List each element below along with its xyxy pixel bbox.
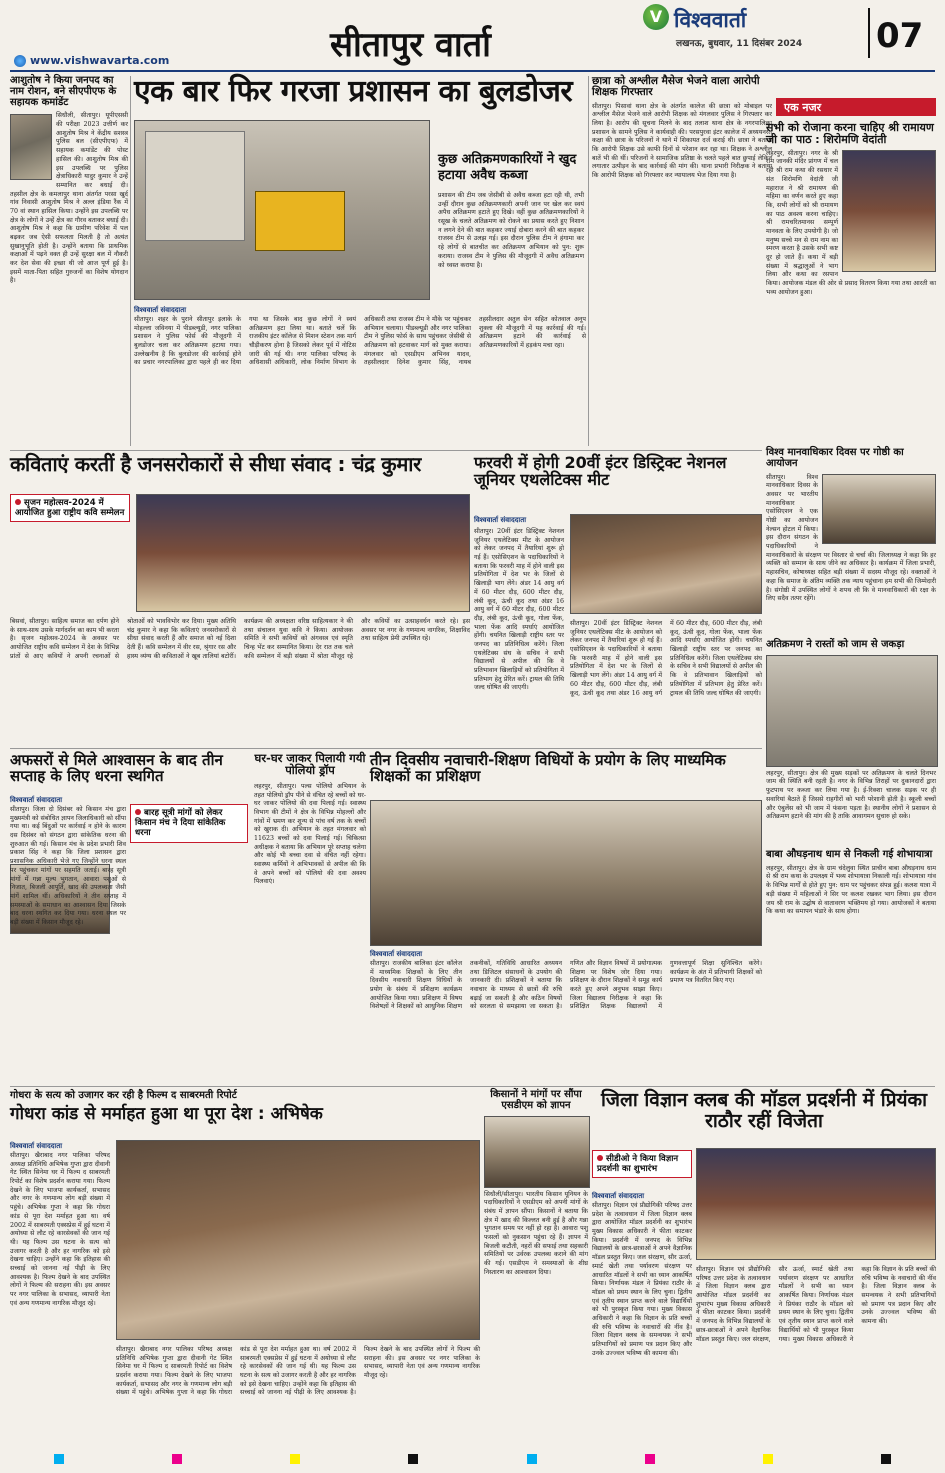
arrest-body: सीतापुर। पिसावां थाना क्षेत्र के अंतर्गत कालेज की छात्रा को मोबाइल पर अश्लील मैसेज भेजने वाले आरोपी शिक्षक को मंगलवार पुलिस ने गिरफ्तार कर लिया है। आरोप की सूचना मिलने के बाद तलाश थाना क्षेत्र के नगरपालिका प्रशासन के सामने पुलिस ने कार्यवाही की। परसपुरवा इंटर कालेज में अध्ययनरत कक्षा की छात्रा के परिजनों ने थाने में शिकायत दर्ज कराई थी। छात्रा ने बताया कि आरोपी शिक्षक उसे काफी दिनों से परेशान कर रहा था। शिक्षक ने अश्लील बातें भी की थीं। परिजनों ने सामाजिक प्रतिष्ठा के चलते पहले बात छुपाई लेकिन लगातार उत्पीड़न के बाद कार्रवाई की मांग की। थाना प्रभारी निरीक्षक ने बताया कि आरोपी शिक्षक को गिरफ्तार कर न्यायालय भेज दिया गया है। (592, 102, 772, 180)
kisan-photo (484, 1116, 590, 1188)
sabarmati-story (10, 1090, 480, 1440)
sabarmati-photo (116, 1140, 480, 1340)
science-byline: विश्ववार्ता संवाददाता (592, 1192, 645, 1200)
traffic-story (766, 640, 936, 840)
kisan-memo-story (484, 1090, 588, 1440)
science-headline: जिला विज्ञान क्लब की मॉडल प्रदर्शनी में प्रियंका राठौर रहीं विजेता (600, 1089, 928, 1132)
bulldozer-body: सीतापुर। शहर के पुराने सीतापुर इलाके के मोहल्ला जविनया में पीडब्ल्यूडी, नगर पालिका प्रशासन ने पुलिस फोर्स की मौजूदगी में बुलडोजर चला कर अतिक्रमण हटाया गया। उल्लेखनीय है कि बुलडोजर की कार्रवाई होने का प्रचार नगरपालिका द्वारा पहले ही कर दिया गया था जिसके बाद कुछ लोगों ने स्वयं अतिक्रमण हटा लिया था। बताते चलें कि राजकीय इंटर कॉलेज से मिशन स्टेशन तक मार्ग चौड़ीकरण होना है जिसको लेकर पूर्व में नोटिस जारी की गई थी। नगर पालिका परिषद के अधिशासी अधिकारी, लोक निर्माण विभाग के अधिकारी तथा राजस्व टीम ने मौके पर पहुंचकर अभियान चलाया। पीडब्ल्यूडी और नगर पालिका टीम ने पुलिस फोर्स के साथ पहुंचकर जेसीबी से अतिक्रमण को हटवाकर मार्ग को मुक्त कराया। मंगलवार को एसडीएम अभिनव यादव, तहसीलदार दिनेश कुमार सिंह, नायब तहसीलदार अतुल सेन सहित कोतवाल अनूप शुक्ला की मौजूदगी में यह कार्रवाई की गई। अतिक्रमण हटाने की कार्रवाई से अतिक्रमणकारियों में हड़कंप मचा रहा। (134, 316, 586, 367)
registration-mark-icon (645, 1454, 655, 1464)
page-number: 07 (876, 16, 924, 56)
traffic-body: लहरपुर, सीतापुर। क्षेत्र की मुख्य सड़कों पर अतिक्रमण के चलते दिनभर जाम की स्थिति बनी रहती है। नगर के विभिन्न तिराहों पर दुकानदारों द्वारा फुटपाथ पर कब्जा कर लिया गया है। ई-रिक्शा चालक सड़क पर ही सवारियां बैठाते हैं जिससे राहगीरों को भारी परेशानी होती है। स्कूली बच्चों और एंबुलेंस को भी जाम में फंसना पड़ता है। स्थानीय लोगों ने प्रशासन से अतिक्रमण हटाने की मांग की है ताकि आवागमन सुचारु हो सके। (766, 769, 936, 821)
page-number-divider (868, 8, 870, 58)
ramayan-photo (842, 150, 936, 272)
sabarmati-byline: विश्ववार्ता संवाददाता (10, 1142, 63, 1150)
science-story (592, 1090, 936, 1440)
jcb-shape (255, 191, 345, 251)
sabarmati-body-left: सीतापुर। खैराबाद नगर पालिका परिषद अध्यक्ष प्रतिनिधि अभिषेक गुप्ता द्वारा दीवानी गेट स्थित सिनेमा घर में फिल्म द साबरमती रिपोर्ट का विशेष प्रदर्शन कराया गया। फिल्म देखने के लिए भाजपा कार्यकर्ता, सभासद और नगर के गणमान्य लोग बड़ी संख्या में पहुंचे। अभिषेक गुप्ता ने कहा कि गोधरा कांड से पूरा देश मर्माहत हुआ था। वर्ष 2002 में साबरमती एक्सप्रेस में हुई घटना में अयोध्या से लौट रहे कारसेवकों की जान गई थी। यह फिल्म उस घटना के सत्य को उजागर करती है और हर नागरिक को इसे देखना चाहिए। उन्होंने कहा कि इतिहास की सच्चाई को जानना नई पीढ़ी के लिए आवश्यक है। फिल्म देखने के बाद उपस्थित लोगों ने फिल्म की सराहना की। इस अवसर पर नगर पालिका के सभासद, व्यापारी नेता एवं अन्य गणमान्य नागरिक मौजूद रहे। (10, 1152, 110, 1307)
athletics-byline: विश्ववार्ता संवाददाता (474, 516, 527, 524)
teacher-arrest-story (592, 76, 772, 446)
science-body-left: सीतापुर। विज्ञान एवं प्रौद्योगिकी परिषद उत्तर प्रदेश के तत्वावधान में जिला विज्ञान क्लब द्वारा आयोजित मॉडल प्रदर्शनी का शुभारंभ मुख्य विकास अधिकारी ने फीता काटकर किया। प्रदर्शनी में जनपद के विभिन्न विद्यालयों के छात्र-छात्राओं ने अपने वैज्ञानिक मॉडल प्रस्तुत किए। जल संरक्षण, सौर ऊर्जा, स्मार्ट खेती तथा पर्यावरण संरक्षण पर आधारित मॉडलों ने सभी का ध्यान आकर्षित किया। निर्णायक मंडल ने प्रियंका राठौर के मॉडल को प्रथम स्थान के लिए चुना। द्वितीय एवं तृतीय स्थान प्राप्त करने वाले विद्यार्थियों को भी पुरस्कृत किया गया। मुख्य विकास अधिकारी ने कहा कि विज्ञान के प्रति बच्चों की रुचि भविष्य के नवाचारों की नींव है। जिला विज्ञान क्लब के समन्वयक ने सभी प्रतिभागियों को प्रमाण पत्र प्रदान किए और उनके उज्ज्वल भविष्य की कामना की। (592, 1202, 692, 1357)
building-shape (145, 131, 245, 241)
training-headline: तीन दिवसीय नवाचारी-शिक्षण विधियों के प्रयोग के लिए माध्यमिक शिक्षकों का प्रशिक्षण (370, 751, 726, 786)
arrest-headline: छात्रा को अश्लील मैसेज भेजने वाला आरोपी शिक्षक गिरफ्तार (592, 75, 760, 99)
training-byline: विश्ववार्ता संवाददाता (370, 950, 423, 958)
bulldozer-story (134, 76, 586, 446)
bulldozer-headline: एक बार फिर गरजा प्रशासन का बुलडोजर (134, 74, 573, 109)
traffic-photo (766, 655, 938, 767)
athletics-body-left: सीतापुर। 20वीं इंटर डिस्ट्रिक्ट नेशनल जूनियर एथलेटिक्स मीट के आयोजन को लेकर जनपद में तैयारियां शुरू हो गई हैं। एसोसिएशन के पदाधिकारियों ने बताया कि फरवरी माह में होने वाली इस प्रतियोगिता में देश भर के जिलों से खिलाड़ी भाग लेंगे। अंडर 14 आयु वर्ग में 60 मीटर दौड़, 600 मीटर दौड़, लंबी कूद, ऊंची कूद तथा अंडर 16 आयु वर्ग में 60 मीटर दौड़, 600 मीटर दौड़, लंबी कूद, ऊंची कूद, गोला फेंक, भाला फेंक आदि स्पर्धाएं आयोजित होंगी। चयनित खिलाड़ी राष्ट्रीय स्तर पर जनपद का प्रतिनिधित्व करेंगे। जिला एथलेटिक्स संघ के सचिव ने सभी विद्यालयों से अपील की कि वे प्रतिभावान खिलाड़ियों को प्रतियोगिता में प्रतिभाग हेतु प्रेरित करें। ट्रायल की तिथि जल्द घोषित की जाएगी। (474, 528, 564, 692)
traffic-headline: अतिक्रमण ने रास्तों को जाम से जकड़ा (766, 639, 905, 650)
registration-mark-icon (54, 1454, 64, 1464)
ek-nazar-label: एक नजर (776, 98, 936, 116)
bulldozer-side-body: प्रशासन की टीम जब जेसीबी से अवैध कब्जा हटा रही थी, तभी उन्हीं दौरान कुछ अतिक्रमणकारी अपनी जान पर खेल कर स्वयं अपैध अतिक्रमण हटाते हुए दिखे। वहीं कुछ अतिक्रमणकारियों ने रसूख के चलते अतिक्रमण को रोकने का प्रयास करते हुए निशान न लगने देने की बात कहकर ज्याई दोबारा करने की बात कहकर राजस्व टीम से उलझ गई। इस दौरान पुलिस टीम ने हंगामा कर रहे लोगों से बातचीत कर अतिक्रमण अभियान को पुन: शुरू कराया। राजस्व टीम ने पुलिस की मौजूदगी में अवैध अतिक्रमण को ध्वस्त कराया है। (438, 192, 584, 269)
poetry-headline: कविताएं करतीं है जनसरोकारों से सीधा संवाद : चंद्र कुमार (10, 452, 422, 476)
sabarmati-headline: गोधरा कांड से मर्माहत हुआ था पूरा देश : अभिषेक (10, 1104, 323, 1124)
athletics-body: सीतापुर। 20वीं इंटर डिस्ट्रिक्ट नेशनल जूनियर एथलेटिक्स मीट के आयोजन को लेकर जनपद में तैयारियां शुरू हो गई हैं। एसोसिएशन के पदाधिकारियों ने बताया कि फरवरी माह में होने वाली इस प्रतियोगिता में देश भर के जिलों से खिलाड़ी भाग लेंगे। अंडर 14 आयु वर्ग में 60 मीटर दौड़, 600 मीटर दौड़, लंबी कूद, ऊंची कूद तथा अंडर 16 आयु वर्ग में 60 मीटर दौड़, 600 मीटर दौड़, लंबी कूद, ऊंची कूद, गोला फेंक, भाला फेंक आदि स्पर्धाएं आयोजित होंगी। चयनित खिलाड़ी राष्ट्रीय स्तर पर जनपद का प्रतिनिधित्व करेंगे। जिला एथलेटिक्स संघ के सचिव ने सभी विद्यालयों से अपील की कि वे प्रतिभावान खिलाड़ियों को प्रतियोगिता में प्रतिभाग हेतु प्रेरित करें। ट्रायल की तिथि जल्द घोषित की जाएगी। (570, 620, 762, 697)
polio-body: लहरपुर, सीतापुर। पल्स पोलियो अभियान के तहत पोलियो ड्रॉप पीने से वंचित रहे बच्चों को घर-घर जाकर पोलियो की दवा पिलाई गई। स्वास्थ्य विभाग की टीमों ने क्षेत्र के विभिन्न मोहल्लों और गांवों में भ्रमण कर शून्य से पांच वर्ष तक के बच्चों को खुराक दी। अभियान के तहत मंगलवार को 11623 बच्चों को दवा पिलाई गई। चिकित्सा अधीक्षक ने बताया कि अभियान पूरे सप्ताह चलेगा और कोई भी बच्चा दवा से वंचित नहीं रहेगा। स्वास्थ्य कर्मियों ने अभिभावकों से अपील की कि वे अपने बच्चों को पोलियो की दवा अवश्य पिलवाएं। (254, 782, 366, 886)
brief-photo (10, 114, 52, 180)
brief-headline: आशुतोष ने किया जनपद का नाम रोशन, बने सीएपीएफ के सहायक कमांडेंट (10, 75, 117, 108)
poetry-body: बिसवां, सीतापुर। साहित्य समाज का दर्पण होने के साथ-साथ उसके मार्गदर्शन का काम भी करता है। सृजन महोत्सव-2024 के अवसर पर आयोजित राष्ट्रीय कवि सम्मेलन में देश के विभिन्न प्रांतों से आए कवियों ने अपनी रचनाओं से श्रोताओं को भावविभोर कर दिया। मुख्य अतिथि चंद्र कुमार ने कहा कि कविताएं जनसरोकारों से सीधा संवाद करती हैं और समाज को नई दिशा देती हैं। कवि सम्मेलन में वीर रस, श्रृंगार रस और हास्य व्यंग्य की कविताओं ने खूब तालियां बटोरीं। कार्यक्रम की अध्यक्षता वरिष्ठ साहित्यकार ने की तथा संचालन युवा कवि ने किया। आयोजक समिति ने सभी कवियों को अंगवस्त्र एवं स्मृति चिन्ह भेंट कर सम्मानित किया। देर रात तक चले कवि सम्मेलन में बड़ी संख्या में श्रोता मौजूद रहे और कवियों का उत्साहवर्धन करते रहे। इस अवसर पर नगर के गणमान्य नागरिक, शिक्षाविद तथा साहित्य प्रेमी उपस्थित रहे। (10, 618, 470, 660)
kisan-headline: किसानों ने मांगों पर सौंपा एसडीएम को ज्ञापन (490, 1089, 582, 1111)
science-body: सीतापुर। विज्ञान एवं प्रौद्योगिकी परिषद उत्तर प्रदेश के तत्वावधान में जिला विज्ञान क्लब द्वारा आयोजित मॉडल प्रदर्शनी का शुभारंभ मुख्य विकास अधिकारी ने फीता काटकर किया। प्रदर्शनी में जनपद के विभिन्न विद्यालयों के छात्र-छात्राओं ने अपने वैज्ञानिक मॉडल प्रस्तुत किए। जल संरक्षण, सौर ऊर्जा, स्मार्ट खेती तथा पर्यावरण संरक्षण पर आधारित मॉडलों ने सभी का ध्यान आकर्षित किया। निर्णायक मंडल ने प्रियंका राठौर के मॉडल को प्रथम स्थान के लिए चुना। द्वितीय एवं तृतीय स्थान प्राप्त करने वाले विद्यार्थियों को भी पुरस्कृत किया गया। मुख्य विकास अधिकारी ने कहा कि विज्ञान के प्रति बच्चों की रुचि भविष्य के नवाचारों की नींव है। जिला विज्ञान क्लब के समन्वयक ने सभी प्रतिभागियों को प्रमाण पत्र प्रदान किए और उनके उज्ज्वल भविष्य की कामना की। (696, 1266, 936, 1343)
masthead (0, 0, 945, 70)
registration-mark-icon (408, 1454, 418, 1464)
print-color-bar (0, 1452, 945, 1466)
dharna-headline: अफसरों से मिले आश्वासन के बाद तीन सप्ताह के लिए धरना स्थगित (10, 751, 223, 786)
registration-mark-icon (290, 1454, 300, 1464)
athletics-photo (570, 514, 762, 614)
polio-headline: घर-घर जाकर पिलायी गयी पोलियो ड्रॉप (254, 751, 366, 778)
registration-mark-icon (527, 1454, 537, 1464)
globe-icon (14, 55, 26, 67)
human-rights-story (766, 448, 936, 628)
registration-mark-icon (172, 1454, 182, 1464)
procession-story (766, 850, 936, 960)
poetry-story (10, 454, 470, 744)
human-rights-body: सीतापुर। विश्व मानवाधिकार दिवस के अवसर पर भारतीय मानवाधिकार एसोसिएशन ने एक गोष्ठी का आयोजन नेल्सन होटल में किया। इस दौरान संगठन के पदाधिकारियों ने मानवाधिकारों के संरक्षण पर विस्तार से चर्चा की। जिलाध्यक्ष ने कहा कि हर व्यक्ति को सम्मान के साथ जीने का अधिकार है। कार्यक्रम में जिला प्रभारी, महासचिव, कोषाध्यक्ष सहित बड़ी संख्या में सदस्य मौजूद रहे। वक्ताओं ने कहा कि समाज के अंतिम व्यक्ति तक न्याय पहुंचाना हम सभी की जिम्मेदारी है। संगोष्ठी में उपस्थित लोगों ने शपथ ली कि वे मानवाधिकारों की रक्षा के लिए सदैव तत्पर रहेंगे। (766, 473, 936, 603)
human-rights-headline: विश्व मानवाधिकार दिवस पर गोष्ठी का आयोजन (766, 447, 904, 469)
section-rule-1 (10, 450, 762, 451)
section-title: सीतापुर वार्ता (330, 25, 491, 65)
ramayan-body: लहरपुर, सीतापुर। नगर के श्री राम जानकी मंदिर प्रांगण में चल रही श्री राम कथा की रसधार में संत शिरोमणि वेदांती जी महाराज ने श्री रामायण की महिमा का वर्णन करते हुए कहा कि, सभी लोगों को श्री रामायण का पाठ अवश्य करना चाहिए। श्री रामचरितमानस सम्पूर्ण मानवता के लिए उपयोगी है। जो मनुष्य सच्चे मन से राम नाम का स्मरण करता है उसके सभी कष्ट दूर हो जाते हैं। कथा में बड़ी संख्या में श्रद्धालुओं ने भाग लिया और कथा का रसपान किया। आयोजक मंडल की ओर से प्रसाद वितरण किया गया तथा आरती का भव्य आयोजन हुआ। (766, 149, 936, 296)
registration-mark-icon (881, 1454, 891, 1464)
brief-body: सिधौली, सीतापुर। यूपीएससी की परीक्षा 2023 उत्तीर्ण कर आशुतोष मिश्र ने केंद्रीय सशस्त्र पुलिस बल (सीएपीएफ) में सहायक कमांडेंट की पोस्ट हासिल की। आशुतोष मिश्र की इस उपलब्धि पर पुलिस क्षेत्राधिकारी यादुर कुमार ने उन्हें सम्मानित कर बधाई दी। तहसील क्षेत्र के कमलापुर थाना अंतर्गत परसा खुर्द गांव निवासी आशुतोष मिश्र ने अल्ल इंडिया रैंक में 70 वां स्थान हासिल किया। उन्होंने इस उपलब्धि पर क्षेत्र के लोगों ने उन्हें क्षेत्र का गौरव बताकर बधाई दी। आशुतोष मिश्र ने कहा कि ग्रामीण परिवेश में पल बढ़कर जब ऐसी सफलता मिलती है तो अत्यंत सुखानुभूति होती है। उन्होंने बताया कि प्राथमिक कक्षाओं में पढ़ने वक्त ही उन्हें सुरक्षा बल में नौकरी कर देश सेवा की इच्छा थी जो आज पूर्ण हुई है। इसमें माता-पिता सहित गुरुजनों का विशेष योगदान है। (10, 112, 128, 285)
brand-name: विश्ववार्ता (674, 8, 747, 32)
left-column-rule (130, 76, 131, 446)
dharna-story (10, 752, 250, 1082)
sabarmati-body: सीतापुर। खैराबाद नगर पालिका परिषद अध्यक्ष प्रतिनिधि अभिषेक गुप्ता द्वारा दीवानी गेट स्थित सिनेमा घर में फिल्म द साबरमती रिपोर्ट का विशेष प्रदर्शन कराया गया। फिल्म देखने के लिए भाजपा कार्यकर्ता, सभासद और नगर के गणमान्य लोग बड़ी संख्या में पहुंचे। अभिषेक गुप्ता ने कहा कि गोधरा कांड से पूरा देश मर्माहत हुआ था। वर्ष 2002 में साबरमती एक्सप्रेस में हुई घटना में अयोध्या से लौट रहे कारसेवकों की जान गई थी। यह फिल्म उस घटना के सत्य को उजागर करती है और हर नागरिक को इसे देखना चाहिए। उन्होंने कहा कि इतिहास की सच्चाई को जानना नई पीढ़ी के लिए आवश्यक है। फिल्म देखने के बाद उपस्थित लोगों ने फिल्म की सराहना की। इस अवसर पर नगर पालिका के सभासद, व्यापारी नेता एवं अन्य गणमान्य नागरिक मौजूद रहे। (116, 1346, 480, 1397)
masthead-rule (10, 70, 935, 72)
section-rule-2 (10, 748, 762, 749)
section-rule-3 (10, 1086, 935, 1087)
sabarmati-kicker: गोधरा के सत्य को उजागर कर रही है फिल्म द साबरमती रिपोर्ट (10, 1090, 237, 1101)
poetry-photo (136, 494, 470, 612)
science-callout: सीडीओ ने किया विज्ञान प्रदर्शनी का शुभारंभ (592, 1150, 692, 1178)
training-story (370, 752, 762, 1082)
procession-headline: बाबा औघड़नाथ धाम से निकली गई शोभायात्रा (766, 849, 933, 860)
left-brief (10, 76, 128, 446)
ramayan-headline: सभी को रोजाना करना चाहिए श्री रामायण जी का पाठ : शिरोमणि वेदांती (766, 121, 934, 146)
brand-logo-icon: V (643, 4, 669, 30)
kisan-body: सिधौली/सीतापुर। भारतीय किसान यूनियन के पदाधिकारियों ने एसडीएम को अपनी मांगों के संबंध में ज्ञापन सौंपा। किसानों ने बताया कि क्षेत्र में खाद की किल्लत बनी हुई है और गन्ना भुगतान समय पर नहीं हो रहा है। आवारा पशु फसलों को नुकसान पहुंचा रहे हैं। ज्ञापन में बिजली कटौती, नहरों की सफाई तथा सहकारी समितियों पर उर्वरक उपलब्ध कराने की मांग की गई। एसडीएम ने समस्याओं के शीघ्र निस्तारण का आश्वासन दिया। (484, 1190, 588, 1276)
mid-column-rule (588, 76, 589, 446)
polio-story (254, 752, 366, 1082)
science-photo (696, 1148, 936, 1260)
dharna-byline: विश्ववार्ता संवाददाता (10, 796, 63, 804)
bulldozer-photo (134, 120, 430, 300)
bulldozer-subhead: कुछ अतिक्रमणकारियों ने खुद हटाया अवैध कब्जा (438, 152, 577, 184)
poetry-callout: सृजन महोत्सव-2024 में आयोजित हुआ राष्ट्रीय कवि सम्मेलन (10, 494, 130, 522)
dateline: लखनऊ, बुधवार, 11 दिसंबर 2024 (676, 39, 803, 49)
registration-mark-icon (763, 1454, 773, 1464)
human-rights-photo (822, 474, 936, 544)
ramayan-story (766, 122, 936, 437)
athletics-headline: फरवरी में होगी 20वीं इंटर डिस्ट्रिक्ट नेशनल जूनियर एथलेटिक्स मीट (474, 453, 727, 490)
training-photo (370, 800, 762, 946)
dharna-callout: बारह सूत्री मांगों को लेकर किसान मंच ने दिया सांकेतिक धरना (130, 804, 248, 843)
training-body: सीतापुर। राजकीय बालिका इंटर कॉलेज में माध्यमिक शिक्षकों के लिए तीन दिवसीय नवाचारी शिक्षण विधियों के प्रयोग के संबंध में प्रशिक्षण कार्यक्रम आयोजित किया गया। प्रशिक्षण में विषय विशेषज्ञों ने शिक्षकों को आधुनिक शिक्षण तकनीकों, गतिविधि आधारित अध्ययन तथा डिजिटल संसाधनों के उपयोग की जानकारी दी। प्रशिक्षकों ने बताया कि नवाचार के माध्यम से छात्रों की रुचि बढ़ाई जा सकती है और कठिन विषयों को सरलता से समझाया जा सकता है। गणित और विज्ञान विषयों में प्रयोगात्मक शिक्षण पर विशेष जोर दिया गया। प्रशिक्षण के दौरान शिक्षकों ने समूह कार्य करते हुए अपने अनुभव साझा किए। जिला विद्यालय निरीक्षक ने कहा कि प्रशिक्षित शिक्षक विद्यालयों में गुणवत्तापूर्ण शिक्षा सुनिश्चित करेंगे। कार्यक्रम के अंत में प्रतिभागी शिक्षकों को प्रमाण पत्र वितरित किए गए। (370, 960, 762, 1011)
procession-body: लहरपुर, सीतापुर। क्षेत्र के ग्राम चंदेलुवा स्थित प्राचीन बाबा औघड़नाथ धाम से श्री राम कथा के उपलक्ष्य में भव्य शोभायात्रा निकाली गई। शोभायात्रा गांव के विभिन्न मार्गों से होते हुए पुन: धाम पर पहुंचकर संपन्न हुई। कलश यात्रा में बड़ी संख्या में महिलाओं ने सिर पर कलश रखकर भाग लिया। इस दौरान जय श्री राम के उद्घोष से वातावरण भक्तिमय हो गया। आयोजकों ने बताया कि कथा का समापन भंडारे के साथ होगा। (766, 864, 936, 916)
athletics-story (474, 454, 762, 744)
dharna-body: सीतापुर। जिला दो दिसंबर को किसान मंच द्वारा मुख्यमंत्री को संबोधित ज्ञापन जिलाधिकारी को सौंपा गया था। कई बिंदुओं पर कार्रवाई न होने के कारण दस दिसंबर को संगठन द्वारा सांकेतिक धरना की शुरुआत की गई। किसान मंच के प्रदेश प्रभारी शिव प्रकाश सिंह ने कहा कि जिला प्रशासन द्वारा प्रशासनिक अधिकारी भेजे गए जिन्होंने धरना स्थल पर पहुंचकर मांगों पर सहमति जताई। बारह सूत्री मांगों में गन्ना मूल्य भुगतान, आवारा पशुओं से निजात, बिजली आपूर्ति, खाद की उपलब्धता जैसी मांगें शामिल थीं। अधिकारियों ने तीन सप्ताह में समस्याओं के समाधान का आश्वासन दिया जिसके बाद धरना स्थगित कर दिया गया। धरना स्थल पर बड़ी संख्या में किसान मौजूद रहे। (10, 806, 126, 926)
website-link[interactable]: www.vishwavarta.com (30, 54, 170, 67)
bulldozer-byline: विश्ववार्ता संवाददाता (134, 306, 187, 314)
